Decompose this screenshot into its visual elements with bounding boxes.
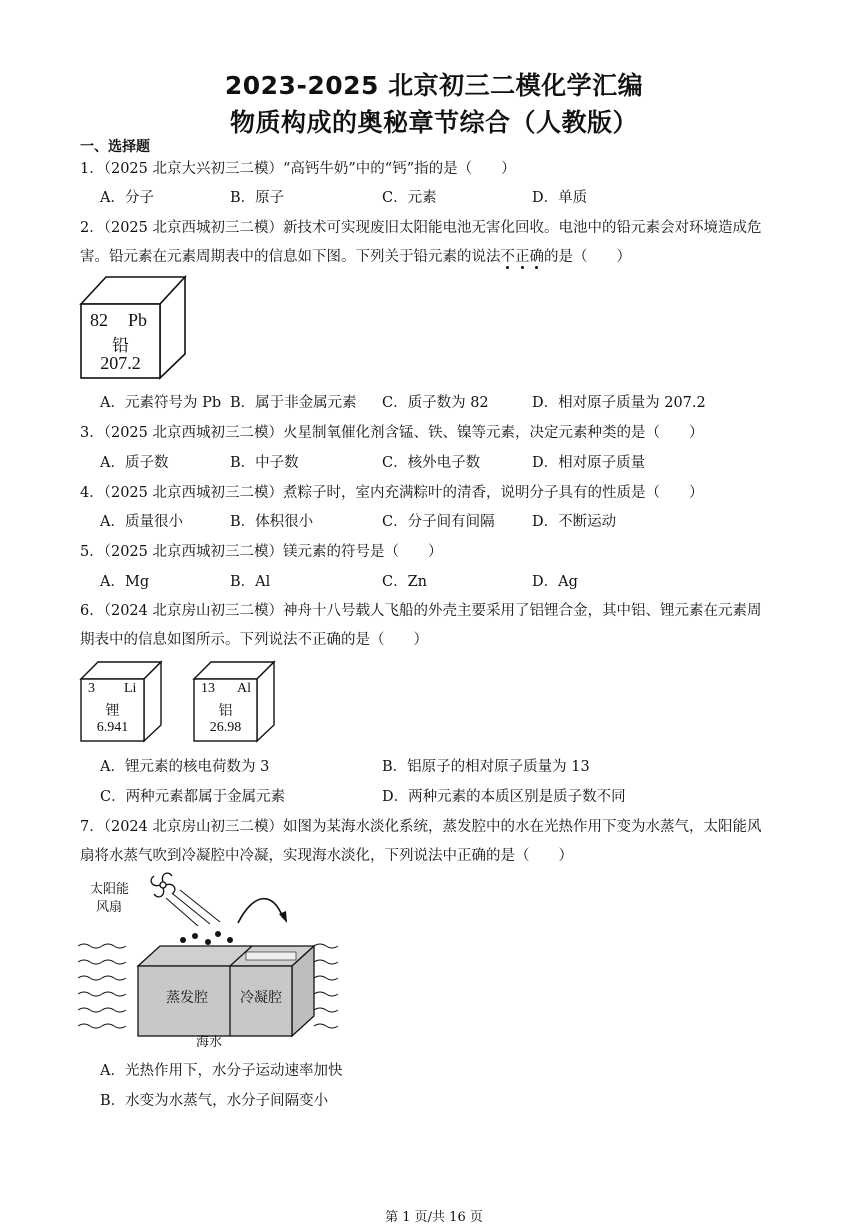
option-b[interactable]: B．中子数 bbox=[230, 455, 299, 471]
evaporation-chamber-label: 蒸发腔 bbox=[166, 991, 208, 1006]
option-c[interactable]: C．分子间有间隔 bbox=[382, 514, 495, 530]
atomic-mass: 6.941 bbox=[96, 720, 129, 735]
option-a[interactable]: A．质量很小 bbox=[100, 514, 183, 530]
option-a[interactable]: A．光热作用下，水分子运动速率加快 bbox=[100, 1063, 343, 1079]
question-7-stem-line2: 扇将水蒸气吹到冷凝腔中冷凝，实现海水淡化，下列说法中正确的是（ ） bbox=[80, 848, 573, 864]
page-title-line1: 2023-2025 北京初三二模化学汇编 bbox=[224, 71, 644, 100]
question-5-stem: 5．（2025 北京西城初三二模）镁元素的符号是（ ） bbox=[80, 544, 443, 560]
option-c[interactable]: C．核外电子数 bbox=[382, 455, 481, 471]
option-c[interactable]: C．Zn bbox=[382, 574, 428, 590]
option-b[interactable]: B．原子 bbox=[230, 190, 285, 206]
option-d[interactable]: D．相对原子质量为 207.2 bbox=[532, 395, 706, 411]
atomic-mass: 207.2 bbox=[100, 353, 141, 373]
periodic-cell-aluminium bbox=[191, 659, 277, 743]
option-d[interactable]: D．两种元素的本质区别是质子数不同 bbox=[382, 789, 626, 805]
option-c[interactable]: C．质子数为 82 bbox=[382, 395, 489, 411]
atomic-number: 13 bbox=[201, 681, 215, 696]
question-6-stem-line2: 期表中的信息如图所示。下列说法不正确的是（ ） bbox=[80, 632, 428, 648]
element-symbol: Li bbox=[124, 681, 137, 696]
option-a[interactable]: A．质子数 bbox=[100, 455, 169, 471]
condensation-chamber-label: 冷凝腔 bbox=[240, 991, 282, 1006]
option-b[interactable]: B．属于非金属元素 bbox=[230, 395, 357, 411]
page-footer: 第 1 页/共 16 页 bbox=[385, 1210, 483, 1225]
periodic-cell-lithium bbox=[78, 659, 164, 743]
question-7-stem-line1: 7．（2024 北京房山初三二模）如图为某海水淡化系统，蒸发腔中的水在光热作用下变为水蒸气，太阳能风 bbox=[80, 819, 762, 835]
question-4-stem: 4．（2025 北京西城初三二模）煮粽子时，室内充满粽叶的清香，说明分子具有的性质是（ ） bbox=[80, 485, 704, 501]
question-2-stem-line1: 2．（2025 北京西城初三二模）新技术可实现废旧太阳能电池无害化回收。电池中的铅元素会对环境造成危 bbox=[80, 220, 762, 236]
atomic-number: 82 bbox=[90, 310, 108, 330]
element-name: 铝 bbox=[218, 704, 233, 719]
option-b[interactable]: B．水变为水蒸气，水分子间隔变小 bbox=[100, 1093, 329, 1109]
option-b[interactable]: B．体积很小 bbox=[230, 514, 314, 530]
emphasis-dot: 正 bbox=[515, 249, 530, 265]
option-b[interactable]: B．铝原子的相对原子质量为 13 bbox=[382, 759, 590, 775]
option-d[interactable]: D．相对原子质量 bbox=[532, 455, 646, 471]
option-a[interactable]: A．Mg bbox=[100, 574, 150, 590]
desalination-figure bbox=[78, 868, 348, 1048]
option-d[interactable]: D．不断运动 bbox=[532, 514, 617, 530]
seawater-label: 海水 bbox=[196, 1034, 223, 1049]
atomic-number: 3 bbox=[88, 681, 95, 696]
option-d[interactable]: D．单质 bbox=[532, 190, 588, 206]
element-symbol: Pb bbox=[128, 310, 148, 330]
emphasis-dot: 确 bbox=[529, 249, 544, 265]
fan-label-1: 太阳能 bbox=[90, 881, 130, 896]
question-1-stem: 1．（2025 北京大兴初三二模）“高钙牛奶”中的“钙”指的是（ ） bbox=[80, 161, 516, 177]
option-c[interactable]: C．元素 bbox=[382, 190, 437, 206]
fan-icon bbox=[151, 873, 175, 897]
fan-label-2: 风扇 bbox=[96, 899, 123, 914]
question-6-stem-line1: 6．（2024 北京房山初三二模）神舟十八号载人飞船的外壳主要采用了铝锂合金，其中铝、锂元素在元素周 bbox=[80, 603, 762, 619]
element-name: 铅 bbox=[112, 336, 129, 355]
option-c[interactable]: C．两种元素都属于金属元素 bbox=[100, 789, 286, 805]
question-3-stem: 3．（2025 北京西城初三二模）火星制氧催化剂含锰、铁、镍等元素，决定元素种类的是（ ） bbox=[80, 425, 704, 441]
element-name: 锂 bbox=[105, 704, 120, 719]
option-a[interactable]: A．分子 bbox=[100, 190, 154, 206]
option-b[interactable]: B．Al bbox=[230, 574, 271, 590]
periodic-cell-lead bbox=[78, 274, 188, 380]
element-symbol: Al bbox=[237, 681, 251, 696]
option-a[interactable]: A．元素符号为 Pb bbox=[100, 395, 222, 411]
section-heading: 一、选择题 bbox=[80, 139, 150, 155]
emphasis-dot: 不 bbox=[500, 249, 515, 265]
option-a[interactable]: A．锂元素的核电荷数为 3 bbox=[100, 759, 270, 775]
question-2-stem-line2: 害。铅元素在元素周期表中的信息如下图。下列关于铅元素的说法不正确的是（ ） bbox=[80, 249, 631, 265]
page-title-line2: 物质构成的奥秘章节综合（人教版） bbox=[229, 108, 638, 137]
option-d[interactable]: D．Ag bbox=[532, 574, 578, 590]
atomic-mass: 26.98 bbox=[209, 720, 242, 735]
